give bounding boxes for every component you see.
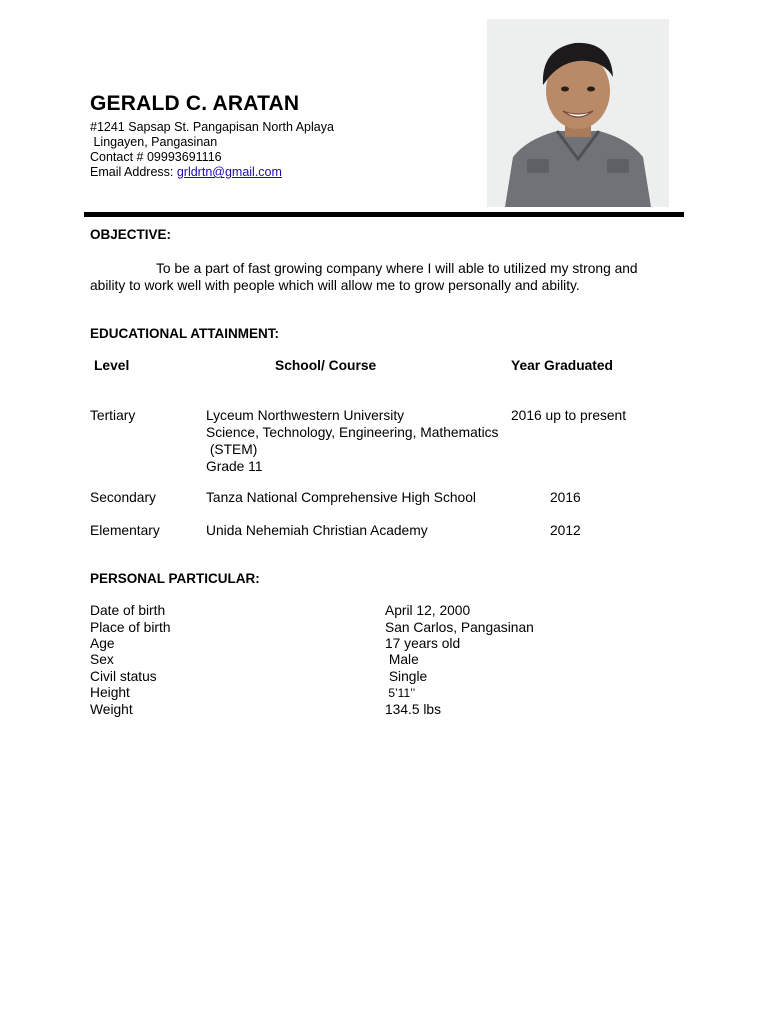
edu-level-secondary: Secondary (90, 490, 156, 505)
edu-level-tertiary: Tertiary (90, 408, 136, 423)
pp-value-age: 17 years old (385, 636, 461, 651)
pp-value-weight: 134.5 lbs (385, 702, 441, 717)
portrait-illustration (487, 19, 669, 207)
edu-year-secondary: 2016 (550, 490, 581, 505)
email-label: Email Address: (90, 165, 177, 179)
education-heading: EDUCATIONAL ATTAINMENT: (90, 326, 279, 341)
edu-school-secondary: Tanza National Comprehensive High School (206, 490, 476, 505)
applicant-name: GERALD C. ARATAN (90, 92, 300, 115)
address-line-1: #1241 Sapsap St. Pangapisan North Aplaya (90, 120, 334, 134)
pp-value-sex: Male (385, 652, 419, 667)
pp-label-age: Age (90, 636, 115, 651)
edu-level-elementary: Elementary (90, 523, 160, 538)
pp-label-dob: Date of birth (90, 603, 166, 618)
pp-label-sex: Sex (90, 652, 114, 667)
objective-heading: OBJECTIVE: (90, 227, 172, 242)
pp-value-dob: April 12, 2000 (385, 603, 471, 618)
column-level: Level (94, 358, 130, 373)
pp-value-civil-status: Single (385, 669, 428, 684)
personal-heading: PERSONAL PARTICULAR: (90, 571, 260, 586)
email-link[interactable]: grldrtn@gmail.com (176, 165, 282, 179)
edu-year-elementary: 2012 (550, 523, 581, 538)
pp-value-height: 5’11’’ (385, 686, 416, 700)
column-year: Year Graduated (511, 358, 613, 373)
column-school: School/ Course (275, 358, 377, 373)
address-line-2: Lingayen, Pangasinan (90, 135, 218, 149)
profile-photo (487, 19, 669, 207)
pp-label-pob: Place of birth (90, 620, 171, 635)
edu-year-tertiary: 2016 up to present (511, 408, 627, 423)
section-divider (84, 212, 684, 217)
pp-label-height: Height (90, 685, 130, 700)
email-line (90, 165, 282, 180)
objective-text: To be a part of fast growing company where I will able to utilized my strong and ability to work well with people which will allow me to grow personally and ability. (90, 261, 638, 293)
edu-school-tertiary: Lyceum Northwestern University Science, Technology, Engineering, Mathematics (STEM) Grade 11 (206, 408, 499, 474)
contact-number: Contact # 09993691116 (90, 150, 222, 164)
pp-value-pob: San Carlos, Pangasinan (385, 620, 534, 635)
pp-label-civil-status: Civil status (90, 669, 157, 684)
edu-school-elementary: Unida Nehemiah Christian Academy (206, 523, 428, 538)
pp-label-weight: Weight (90, 702, 133, 717)
